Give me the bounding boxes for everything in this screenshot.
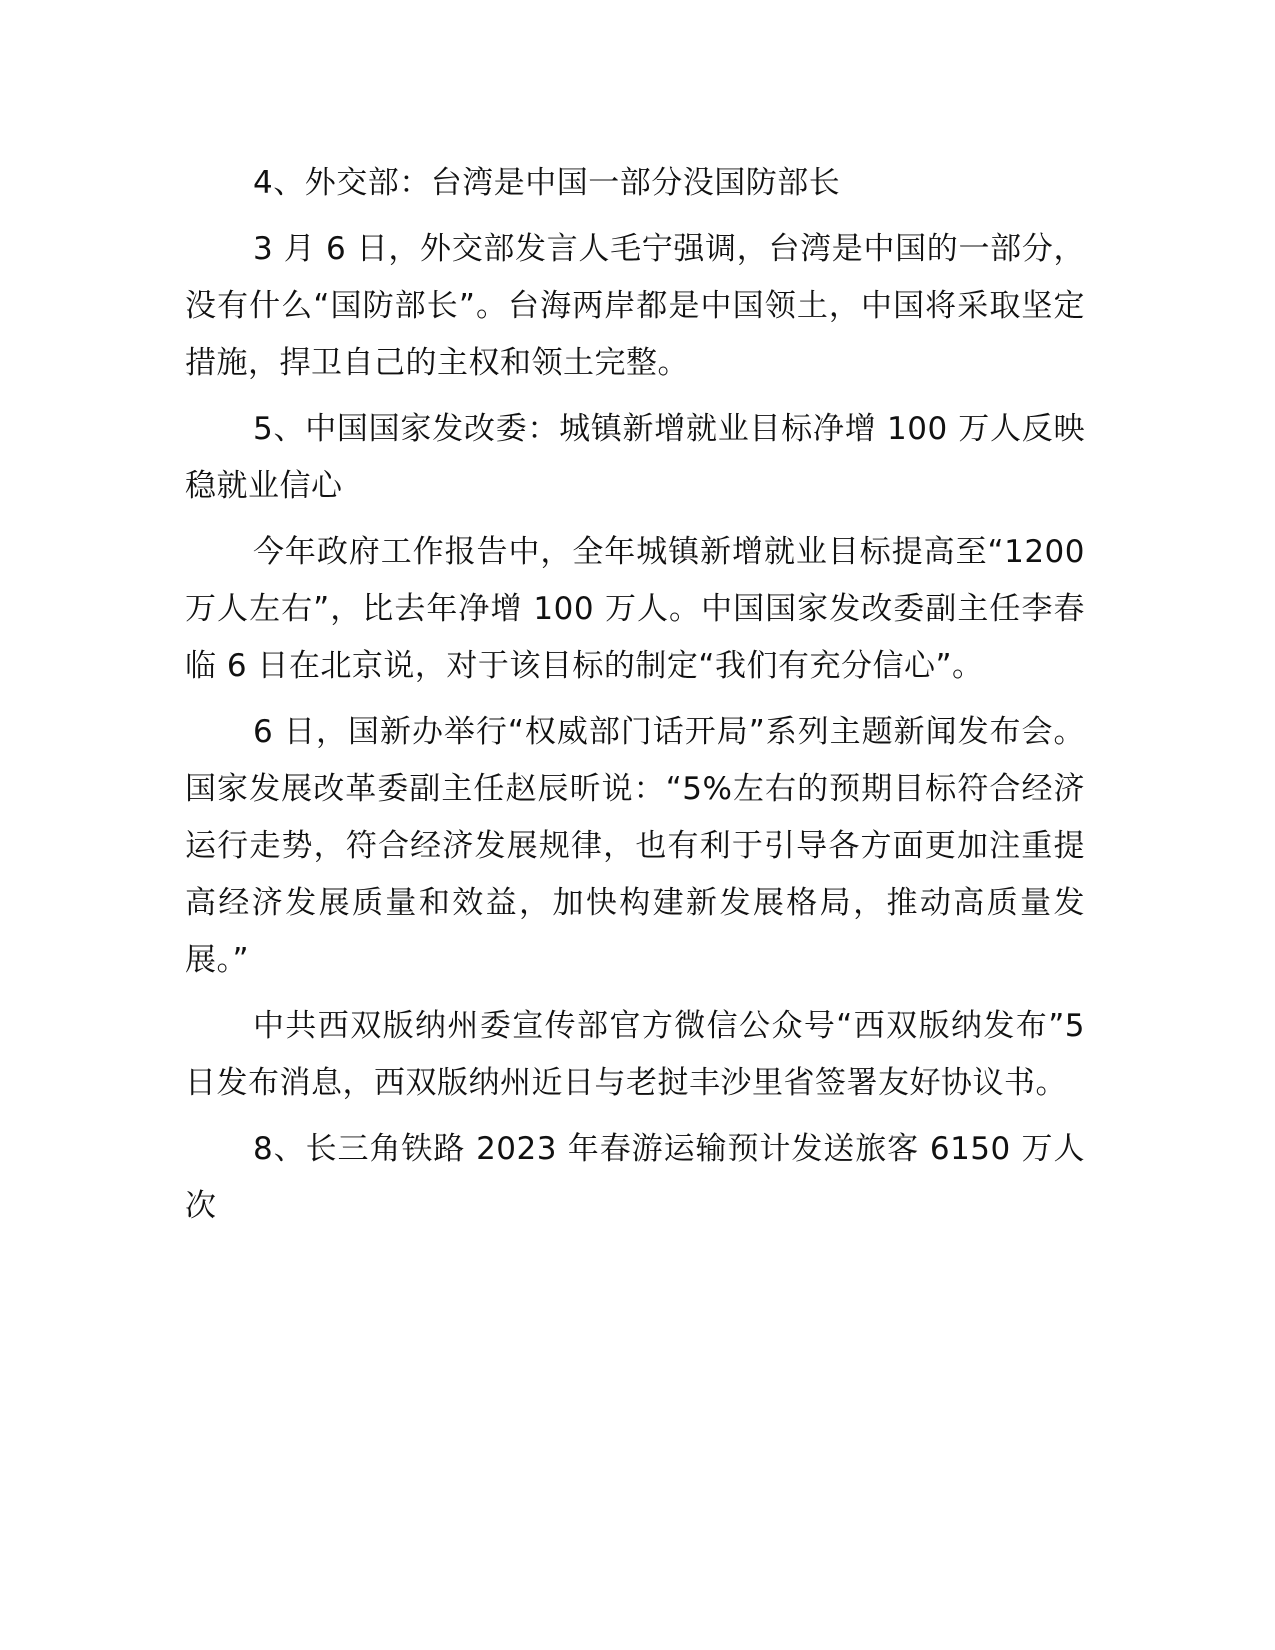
paragraph-foreign-ministry: 3 月 6 日，外交部发言人毛宁强调，台湾是中国的一部分，没有什么“国防部长”。台海两岸都是中国领土，中国将采取坚定措施，捍卫自己的主权和领土完整。 — [185, 231, 1085, 381]
paragraph-employment-target: 今年政府工作报告中，全年城镇新增就业目标提高至“1200 万人左右”，比去年净增 100 万人。中国国家发改委副主任李春临 6 日在北京说，对于该目标的制定“我们有充分信心”。 — [185, 534, 1085, 684]
section-heading-5: 5、中国国家发改委：城镇新增就业目标净增 100 万人反映稳就业信心 — [185, 411, 1085, 504]
document-body — [185, 155, 1085, 1244]
section-heading-8: 8、长三角铁路 2023 年春游运输预计发送旅客 6150 万人次 — [185, 1131, 1085, 1224]
section-heading-4: 4、外交部：台湾是中国一部分没国防部长 — [253, 165, 841, 201]
paragraph-xishuangbanna: 中共西双版纳州委宣传部官方微信公众号“西双版纳发布”5 日发布消息，西双版纳州近日与老挝丰沙里省签署友好协议书。 — [185, 1008, 1085, 1101]
paragraph-press-conference: 6 日，国新办举行“权威部门话开局”系列主题新闻发布会。国家发展改革委副主任赵辰昕说：“5%左右的预期目标符合经济运行走势，符合经济发展规律，也有利于引导各方面更加注重提高经济发展质量和效益，加快构建新发展格局，推动高质量发展。” — [185, 714, 1085, 978]
